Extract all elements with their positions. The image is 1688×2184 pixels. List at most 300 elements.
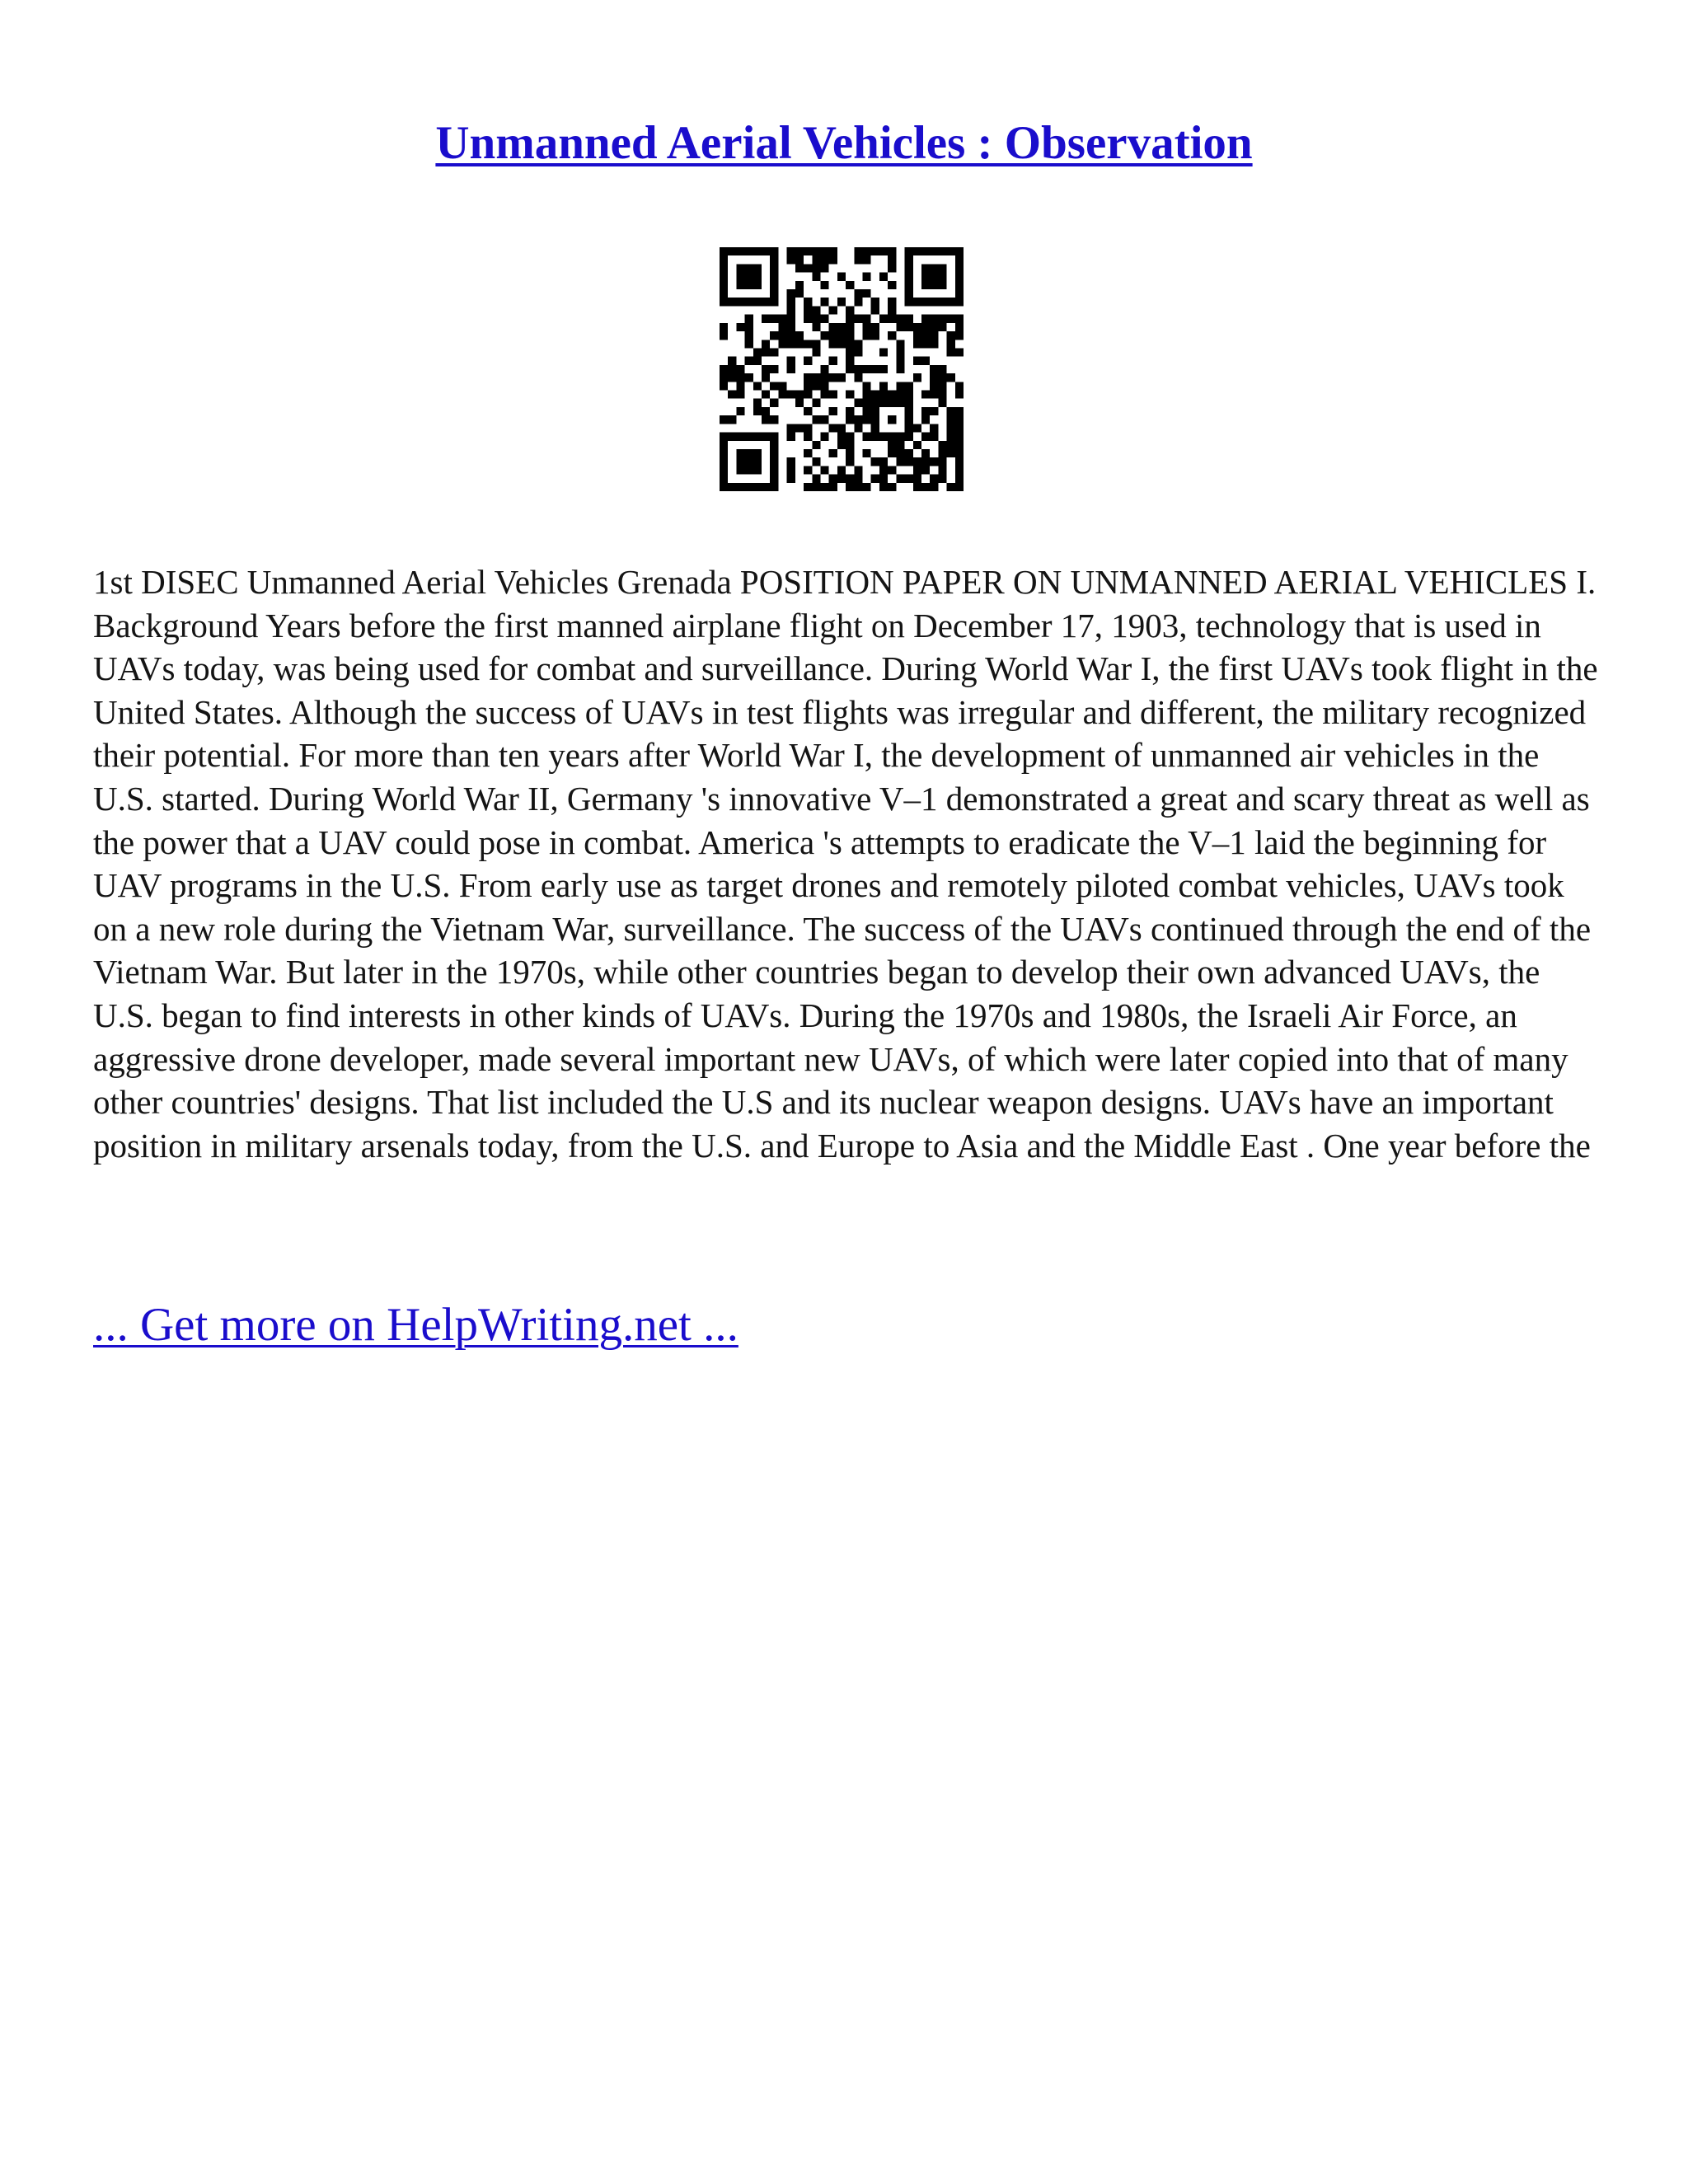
qr-module (905, 407, 913, 415)
qr-module (888, 315, 896, 323)
qr-module (770, 457, 778, 466)
get-more-link[interactable]: ... Get more on HelpWriting.net ... (93, 1299, 738, 1351)
qr-module (829, 340, 837, 348)
qr-module (938, 281, 946, 289)
qr-module (745, 457, 753, 466)
qr-module (846, 475, 854, 483)
qr-module (820, 298, 828, 306)
qr-module (720, 449, 728, 457)
qr-module (955, 466, 964, 474)
qr-module (905, 289, 913, 298)
qr-module (762, 433, 770, 441)
qr-module (955, 483, 964, 491)
qr-module (888, 264, 896, 272)
qr-module (938, 264, 946, 272)
qr-module (837, 298, 846, 306)
qr-module (913, 357, 921, 365)
qr-module (804, 483, 812, 491)
qr-module (921, 407, 930, 415)
qr-module (720, 273, 728, 281)
qr-module (753, 466, 762, 474)
qr-module (770, 298, 778, 306)
qr-module (921, 483, 930, 491)
qr-module (720, 298, 728, 306)
qr-module (955, 449, 964, 457)
qr-module (863, 289, 871, 298)
qr-module (736, 273, 744, 281)
qr-module (930, 273, 938, 281)
qr-module (762, 391, 770, 399)
qr-module (720, 323, 728, 331)
qr-module (955, 433, 964, 441)
qr-module (888, 281, 896, 289)
qr-module (871, 433, 879, 441)
qr-module (913, 331, 921, 340)
qr-module (896, 475, 904, 483)
qr-module (745, 264, 753, 272)
qr-module (896, 382, 904, 390)
qr-module (871, 306, 879, 314)
qr-module (905, 298, 913, 306)
qr-module (955, 289, 964, 298)
qr-module (879, 483, 888, 491)
qr-module (921, 264, 930, 272)
qr-module (930, 365, 938, 373)
qr-module (888, 483, 896, 491)
qr-module (745, 298, 753, 306)
qr-module (720, 365, 728, 373)
qr-module (947, 407, 955, 415)
qr-module (820, 391, 828, 399)
qr-module (829, 391, 837, 399)
qr-module (930, 247, 938, 255)
qr-module (921, 273, 930, 281)
qr-module (812, 273, 820, 281)
qr-module (930, 331, 938, 340)
qr-module (938, 323, 946, 331)
qr-module (837, 475, 846, 483)
qr-module (896, 391, 904, 399)
qr-module (804, 298, 812, 306)
qr-module (820, 483, 828, 491)
qr-module (938, 399, 946, 407)
qr-module (913, 424, 921, 432)
qr-module (955, 348, 964, 356)
qr-module (787, 424, 795, 432)
qr-module (863, 391, 871, 399)
qr-module (888, 466, 896, 474)
qr-module (905, 475, 913, 483)
qr-module (846, 433, 854, 441)
qr-module (787, 289, 795, 298)
qr-module (770, 264, 778, 272)
qr-module (930, 433, 938, 441)
qr-module (787, 457, 795, 466)
qr-module (938, 457, 946, 466)
qr-module (955, 391, 964, 399)
qr-module (820, 331, 828, 340)
qr-module (947, 449, 955, 457)
qr-module (745, 331, 753, 340)
qr-module (871, 247, 879, 255)
qr-module (736, 281, 744, 289)
qr-module (955, 457, 964, 466)
qr-module (736, 247, 744, 255)
qr-module (888, 247, 896, 255)
qr-module (938, 475, 946, 483)
qr-module (795, 281, 804, 289)
qr-module (913, 457, 921, 466)
qr-module (812, 348, 820, 356)
qr-module (905, 415, 913, 424)
qr-module (770, 449, 778, 457)
qr-module (804, 382, 812, 390)
qr-module (720, 475, 728, 483)
qr-module (955, 247, 964, 255)
title-link[interactable]: Unmanned Aerial Vehicles : Observation (435, 117, 1253, 169)
qr-module (829, 255, 837, 264)
qr-module (762, 340, 770, 348)
qr-module (728, 433, 736, 441)
qr-module (955, 415, 964, 424)
qr-module (905, 255, 913, 264)
qr-module (846, 315, 854, 323)
qr-module (736, 264, 744, 272)
qr-module (863, 415, 871, 424)
qr-module (863, 483, 871, 491)
qr-module (804, 466, 812, 474)
qr-module (846, 365, 854, 373)
qr-module (736, 457, 744, 466)
qr-module (837, 373, 846, 382)
qr-module (720, 433, 728, 441)
qr-module (947, 415, 955, 424)
qr-module (787, 247, 795, 255)
qr-module (938, 247, 946, 255)
qr-module (728, 373, 736, 382)
qr-module (955, 441, 964, 449)
qr-module (720, 264, 728, 272)
qr-module (888, 433, 896, 441)
qr-module (787, 331, 795, 340)
qr-module (770, 415, 778, 424)
qr-module (930, 315, 938, 323)
qr-module (930, 382, 938, 390)
qr-module (745, 466, 753, 474)
qr-module (795, 255, 804, 264)
qr-module (829, 331, 837, 340)
qr-module (837, 340, 846, 348)
qr-module (879, 247, 888, 255)
qr-module (854, 255, 862, 264)
qr-module (930, 483, 938, 491)
qr-module (896, 348, 904, 356)
qr-module (913, 483, 921, 491)
qr-module (829, 306, 837, 314)
qr-module (905, 323, 913, 331)
qr-module (871, 323, 879, 331)
qr-module (863, 247, 871, 255)
qr-module (879, 457, 888, 466)
qr-module (787, 433, 795, 441)
qr-module (871, 331, 879, 340)
qr-module (913, 323, 921, 331)
qr-module (846, 449, 854, 457)
qr-module (720, 255, 728, 264)
qr-module (947, 483, 955, 491)
qr-module (871, 457, 879, 466)
qr-module (846, 483, 854, 491)
qr-module (736, 391, 744, 399)
qr-module (795, 399, 804, 407)
qr-module (913, 247, 921, 255)
qr-module (787, 466, 795, 474)
qr-module (938, 466, 946, 474)
qr-module (896, 449, 904, 457)
qr-module (736, 407, 744, 415)
qr-module (896, 357, 904, 365)
qr-module (930, 340, 938, 348)
qr-module (770, 399, 778, 407)
qr-module (720, 247, 728, 255)
qr-module (921, 331, 930, 340)
qr-module (762, 315, 770, 323)
qr-module (820, 255, 828, 264)
qr-module (762, 483, 770, 491)
qr-module (879, 399, 888, 407)
qr-module (829, 407, 837, 415)
qr-module (778, 323, 786, 331)
qr-module (720, 373, 728, 382)
qr-module (787, 357, 795, 365)
qr-module (728, 357, 736, 365)
qr-module (804, 424, 812, 432)
qr-module (778, 382, 786, 390)
qr-module (863, 273, 871, 281)
qr-module (720, 289, 728, 298)
qr-module (736, 365, 744, 373)
qr-module (753, 247, 762, 255)
qr-module (879, 391, 888, 399)
qr-module (745, 247, 753, 255)
qr-module (863, 365, 871, 373)
qr-module (947, 424, 955, 432)
qr-module (778, 340, 786, 348)
qr-module (879, 315, 888, 323)
qr-module (745, 340, 753, 348)
qr-module (820, 433, 828, 441)
qr-module (905, 433, 913, 441)
qr-module (913, 441, 921, 449)
qr-module (829, 247, 837, 255)
qr-module (762, 407, 770, 415)
qr-module (930, 407, 938, 415)
qr-module (736, 466, 744, 474)
qr-module (896, 441, 904, 449)
qr-module (854, 466, 862, 474)
qr-module (938, 391, 946, 399)
qr-module (720, 281, 728, 289)
qr-module (863, 382, 871, 390)
qr-module (863, 331, 871, 340)
qr-module (753, 382, 762, 390)
qr-module (896, 433, 904, 441)
qr-module (846, 331, 854, 340)
qr-module (955, 273, 964, 281)
qr-module (905, 281, 913, 289)
qr-module (787, 475, 795, 483)
qr-module (720, 441, 728, 449)
qr-module (795, 289, 804, 298)
qr-module (812, 315, 820, 323)
qr-module (955, 298, 964, 306)
qr-module (736, 373, 744, 382)
qr-module (905, 315, 913, 323)
qr-module (753, 357, 762, 365)
qr-module (829, 483, 837, 491)
qr-module (829, 475, 837, 483)
qr-module (770, 466, 778, 474)
qr-module (804, 315, 812, 323)
qr-module (905, 273, 913, 281)
qr-module (896, 340, 904, 348)
qr-module (820, 415, 828, 424)
qr-module (795, 331, 804, 340)
qr-module (921, 315, 930, 323)
qr-module (787, 365, 795, 373)
qr-module (879, 433, 888, 441)
qr-module (854, 315, 862, 323)
qr-module (812, 306, 820, 314)
qr-module (888, 449, 896, 457)
qr-module (879, 475, 888, 483)
qr-module (896, 399, 904, 407)
qr-module (762, 415, 770, 424)
qr-module (812, 340, 820, 348)
qr-module (854, 340, 862, 348)
qr-module (812, 415, 820, 424)
qr-module (812, 247, 820, 255)
qr-module (770, 382, 778, 390)
qr-module (905, 399, 913, 407)
qr-module (871, 391, 879, 399)
qr-module (921, 357, 930, 365)
qr-module (736, 483, 744, 491)
qr-module (921, 247, 930, 255)
qr-module (913, 475, 921, 483)
qr-module (938, 298, 946, 306)
qr-module (846, 457, 854, 466)
qr-module (930, 424, 938, 432)
qr-module (938, 315, 946, 323)
qr-module (846, 391, 854, 399)
qr-module (728, 247, 736, 255)
qr-module (762, 247, 770, 255)
qr-module (930, 373, 938, 382)
qr-module (829, 357, 837, 365)
qr-module (863, 407, 871, 415)
qr-module (871, 298, 879, 306)
qr-module (720, 457, 728, 466)
qr-module (854, 289, 862, 298)
qr-module (930, 264, 938, 272)
qr-module (888, 255, 896, 264)
qr-module (947, 340, 955, 348)
qr-module (947, 331, 955, 340)
qr-module (804, 264, 812, 272)
qr-module (753, 298, 762, 306)
qr-module (795, 264, 804, 272)
qr-module (753, 433, 762, 441)
qr-module (854, 247, 862, 255)
qr-module (720, 483, 728, 491)
qr-module (770, 483, 778, 491)
qr-module (820, 382, 828, 390)
qr-module (770, 247, 778, 255)
qr-module (913, 340, 921, 348)
qr-module (863, 433, 871, 441)
qr-module (787, 323, 795, 331)
qr-module (888, 399, 896, 407)
qr-module (787, 298, 795, 306)
qr-module (745, 373, 753, 382)
qr-module (720, 466, 728, 474)
qr-module (930, 391, 938, 399)
qr-module (879, 365, 888, 373)
qr-code-icon (720, 247, 964, 491)
qr-module (837, 433, 846, 441)
qr-module (753, 264, 762, 272)
qr-module (778, 315, 786, 323)
qr-module (770, 331, 778, 340)
qr-module (820, 315, 828, 323)
qr-module (804, 407, 812, 415)
qr-module (905, 382, 913, 390)
qr-module (888, 391, 896, 399)
qr-module (905, 424, 913, 432)
qr-module (888, 298, 896, 306)
qr-module (938, 273, 946, 281)
qr-module (745, 323, 753, 331)
qr-module (846, 415, 854, 424)
qr-module (955, 315, 964, 323)
qr-module (804, 357, 812, 365)
qr-module (955, 331, 964, 340)
qr-module (812, 373, 820, 382)
qr-module (863, 323, 871, 331)
qr-module (820, 365, 828, 373)
qr-module (770, 315, 778, 323)
qr-module (804, 373, 812, 382)
qr-module (947, 373, 955, 382)
qr-module (913, 298, 921, 306)
qr-module (896, 365, 904, 373)
qr-module (854, 424, 862, 432)
qr-module (921, 323, 930, 331)
qr-module (854, 348, 862, 356)
qr-module (736, 382, 744, 390)
qr-module (921, 415, 930, 424)
qr-module (770, 289, 778, 298)
page-title (0, 114, 1688, 173)
qr-module (820, 466, 828, 474)
qr-module (947, 298, 955, 306)
qr-module (837, 441, 846, 449)
qr-module (787, 315, 795, 323)
qr-module (930, 457, 938, 466)
qr-module (854, 483, 862, 491)
qr-module (770, 475, 778, 483)
